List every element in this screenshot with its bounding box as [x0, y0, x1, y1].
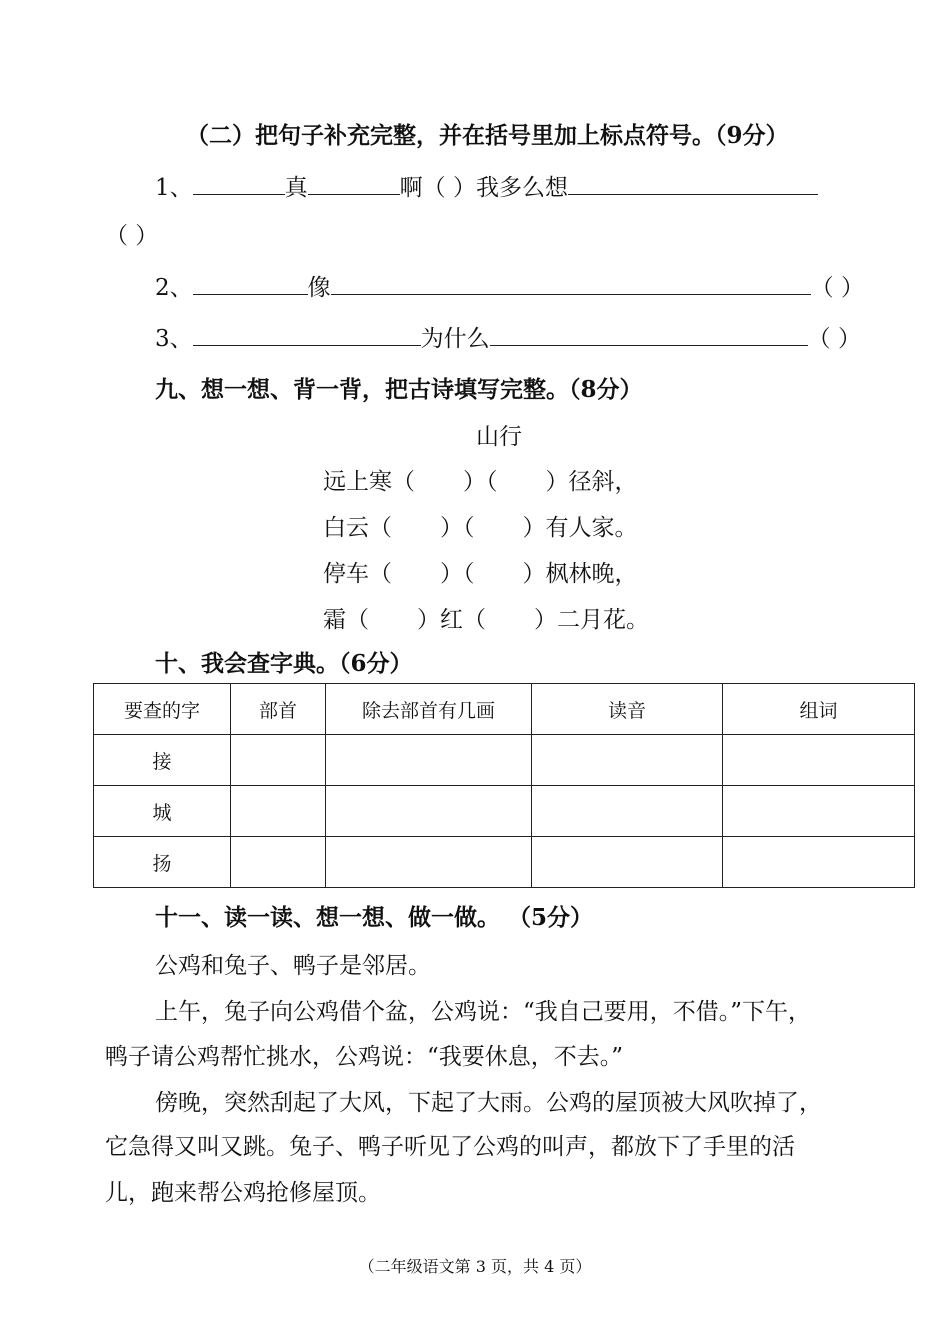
blank-1a[interactable] — [193, 172, 285, 195]
poem-line-1-c: ）径斜， — [545, 469, 638, 495]
table-header-row — [94, 684, 915, 735]
answer-cell[interactable] — [532, 837, 723, 888]
column-header: 除去部首有几画 — [326, 684, 532, 735]
answer-cell[interactable] — [326, 837, 532, 888]
poem-line-4-c: ）二月花。 — [534, 607, 649, 633]
sentence-3-number: 3、 — [155, 326, 193, 352]
passage-paragraph-2-line-1: 上午，兔子向公鸡借个盆，公鸡说：“我自己要用，不借。”下午， — [155, 999, 812, 1025]
blank-2a[interactable] — [193, 272, 308, 295]
passage-paragraph-3-line-1: 傍晚，突然刮起了大风，下起了大雨。公鸡的屋顶被大风吹掉了， — [155, 1090, 822, 1116]
poem-line-1-b: ）（ — [463, 469, 498, 495]
passage-paragraph-3-line-3: 儿，跑来帮公鸡抢修屋顶。 — [105, 1180, 381, 1206]
character-cell: 接 — [94, 735, 231, 786]
section-nine-heading: 九、想一想、背一背，把古诗填写完整。（8分） — [155, 376, 643, 403]
poem-line-1-a: 远上寒（ — [323, 469, 415, 495]
blank-3a[interactable] — [193, 323, 421, 346]
poem-title: 山行 — [476, 424, 522, 450]
sentence-2 — [155, 272, 864, 304]
table-row — [94, 735, 915, 786]
dictionary-table — [93, 683, 915, 888]
answer-cell[interactable] — [231, 837, 326, 888]
poem-line-2 — [323, 512, 638, 544]
page-footer: （二年级语文第 3 页，共 4 页） — [358, 1257, 592, 1276]
answer-cell[interactable] — [326, 735, 532, 786]
sentence-1-text-a: 真 — [284, 175, 308, 201]
section-two-heading: （二）把句子补充完整，并在括号里加上标点符号。（9分） — [186, 122, 789, 149]
answer-cell[interactable] — [723, 837, 915, 888]
poem-line-4-b: ）红（ — [417, 607, 486, 633]
column-header: 组词 — [723, 684, 915, 735]
column-header: 部首 — [231, 684, 326, 735]
answer-cell[interactable] — [723, 735, 915, 786]
sentence-1 — [155, 172, 818, 204]
sentence-1-number: 1、 — [155, 175, 193, 201]
sentence-3-text-a: 为什么 — [420, 326, 490, 352]
answer-cell[interactable] — [326, 786, 532, 837]
table-row — [94, 837, 915, 888]
poem-line-1 — [323, 466, 638, 498]
passage-paragraph-2-line-2: 鸭子请公鸡帮忙挑水，公鸡说：“我要休息，不去。” — [105, 1044, 624, 1070]
answer-cell[interactable] — [723, 786, 915, 837]
poem-line-3 — [323, 558, 638, 590]
table-row — [94, 786, 915, 837]
blank-3b[interactable] — [490, 323, 808, 346]
poem-line-4-a: 霜（ — [323, 607, 369, 633]
poem-line-2-a: 白云（ — [323, 515, 392, 541]
sentence-2-number: 2、 — [155, 275, 193, 301]
section-eleven-heading: 十一、读一读、想一想、做一做。 （5分） — [155, 904, 594, 931]
blank-1b[interactable] — [308, 172, 400, 195]
answer-cell[interactable] — [532, 786, 723, 837]
poem-line-3-c: ）枫林晚， — [522, 561, 638, 587]
blank-1c[interactable] — [568, 172, 818, 195]
poem-line-4 — [323, 604, 649, 636]
column-header: 读音 — [532, 684, 723, 735]
sentence-1-text-b: 啊（ ）我多么想 — [399, 175, 568, 201]
poem-line-3-b: ）（ — [440, 561, 475, 587]
answer-cell[interactable] — [231, 786, 326, 837]
sentence-3-end: （ ） — [807, 326, 861, 352]
sentence-2-text-a: 像 — [307, 275, 331, 301]
passage-paragraph-3-line-2: 它急得又叫又跳。兔子、鸭子听见了公鸡的叫声，都放下了手里的活 — [105, 1134, 795, 1160]
passage-paragraph-1: 公鸡和兔子、鸭子是邻居。 — [155, 953, 431, 979]
section-ten-heading: 十、我会查字典。（6分） — [155, 650, 413, 677]
answer-cell[interactable] — [231, 735, 326, 786]
poem-line-2-b: ）（ — [440, 515, 475, 541]
character-cell: 扬 — [94, 837, 231, 888]
sentence-3 — [155, 323, 861, 355]
sentence-1-end: （ ） — [105, 223, 159, 249]
blank-2b[interactable] — [331, 272, 811, 295]
sentence-2-end: （ ） — [810, 275, 864, 301]
column-header: 要查的字 — [94, 684, 231, 735]
character-cell: 城 — [94, 786, 231, 837]
answer-cell[interactable] — [532, 735, 723, 786]
poem-line-3-a: 停车（ — [323, 561, 392, 587]
poem-line-2-c: ）有人家。 — [522, 515, 638, 541]
